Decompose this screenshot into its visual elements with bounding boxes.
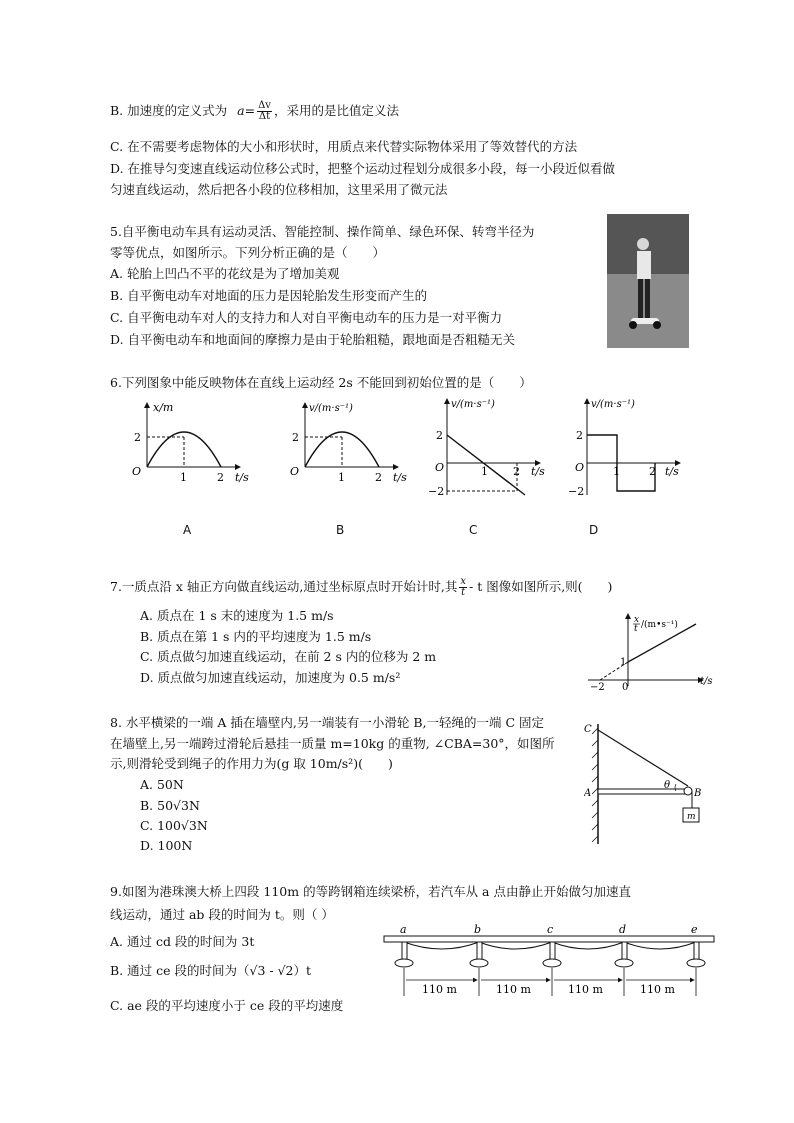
q7-y-tick: 1 xyxy=(620,657,627,668)
q9-option-b xyxy=(110,962,311,980)
q9-span-3: 110 m xyxy=(568,983,603,996)
q9-span-1: 110 m xyxy=(422,983,457,996)
q6d-yneg-tick: −2 xyxy=(568,485,585,498)
q6d-y-tick: 2 xyxy=(576,429,583,442)
q6a-tlabel: t/s xyxy=(235,471,249,484)
q8-stem-line2: 在墙壁上,另一端跨过滑轮后悬挂一质量 m=10kg 的重物, ∠CBA=30°，如图所 xyxy=(110,736,555,751)
q6b-ylabel: v/(m·s⁻¹) xyxy=(309,403,353,414)
q9-point-a: a xyxy=(400,923,407,936)
q9-point-e: e xyxy=(691,923,698,936)
q6a-t2: 2 xyxy=(217,471,224,484)
q6-graph-a xyxy=(132,401,249,484)
q6b-tlabel: t/s xyxy=(393,471,407,484)
q8-stem-line1: 8. 水平横梁的一端 A 插在墙壁内,另一端装有一小滑轮 B,一轻绳的一端 C 固定 xyxy=(110,715,544,730)
q5-option-d: D. 自平衡电动车和地面间的摩擦力是由于轮胎粗糙，跟地面是否粗糙无关 xyxy=(110,332,516,347)
q7-xneg-tick: −2 xyxy=(590,682,605,690)
q5-stem-line2: 零等优点，如图所示。下列分析正确的是（ ） xyxy=(110,245,386,260)
q8-option-b: B. 50√3N xyxy=(140,798,200,813)
q6b-t1: 1 xyxy=(338,471,345,484)
q6d-origin: O xyxy=(575,461,585,474)
q9-option-a: A. 通过 cd 段的时间为 3t xyxy=(110,934,255,949)
q6-stem: 6.下列图象中能反映物体在直线上运动经 2s 不能回到初始位置的是（ ） xyxy=(110,375,532,390)
q6c-t2: 2 xyxy=(513,465,520,478)
q9-point-d: d xyxy=(619,923,627,936)
q4-option-b xyxy=(110,101,399,122)
q9-stem-line1: 9.如图为港珠澳大桥上四段 110m 的等跨钢箱连续梁桥，若汽车从 a 点由静止开始做匀加速直 xyxy=(110,884,631,899)
q6a-ylabel: x/m xyxy=(153,401,174,414)
q6-label-a: A xyxy=(183,523,192,537)
q9-stem-line2: 线运动，通过 ab 段的时间为 t。则（ ） xyxy=(110,907,334,922)
balance-scooter-photo xyxy=(607,214,689,348)
q7-ylabel-num: x xyxy=(634,615,640,625)
q6-label-b: B xyxy=(336,523,345,537)
q6a-origin: O xyxy=(132,465,142,478)
q7-ylabel-unit: /(m•s⁻¹) xyxy=(641,620,678,630)
q5-option-c: C. 自平衡电动车对人的支持力和人对自平衡电动车的压力是一对平衡力 xyxy=(110,310,503,325)
q6a-t1: 1 xyxy=(180,471,187,484)
q4-option-d-line1: D. 在推导匀变速直线运动位移公式时，把整个运动过程划分成很多小段，每一小段近似看做 xyxy=(110,161,616,176)
q7-stem-pre: 7.一质点沿 x 轴正方向做直线运动,通过坐标原点时开始计时,其 xyxy=(110,579,458,594)
q6-graph-d xyxy=(568,399,680,498)
q7-stem xyxy=(110,577,612,598)
q9-bridge-figure xyxy=(382,922,716,1000)
q8-label-c: C xyxy=(584,724,592,735)
q6c-y-tick: 2 xyxy=(436,429,443,442)
q9-option-b-post: ）t xyxy=(293,963,312,978)
q6c-ylabel: v/(m·s⁻¹) xyxy=(451,399,495,410)
q6c-origin: O xyxy=(435,461,445,474)
q6-label-c: C xyxy=(469,523,478,537)
q9-point-b: b xyxy=(474,923,482,936)
q7-option-c: C. 质点做匀加速直线运动，在前 2 s 内的位移为 2 m xyxy=(140,649,437,664)
q6c-yneg-tick: −2 xyxy=(428,485,445,498)
q6d-t2: 2 xyxy=(649,465,656,478)
q8-option-a: A. 50N xyxy=(140,777,184,792)
q8-label-m: m xyxy=(687,812,696,822)
q6-graph-c xyxy=(428,399,545,498)
q8-figure xyxy=(584,720,714,850)
q9-option-b-math: √3 - √2 xyxy=(249,963,294,978)
q4-option-b-formula: a= xyxy=(237,103,256,118)
q8-label-theta: θ xyxy=(664,780,671,791)
q7-ylabel-den: t xyxy=(634,624,638,634)
q6-label-d: D xyxy=(589,523,599,537)
q7-stem-fraction: $\frac{x}{t}$ xyxy=(460,576,467,598)
q6d-ylabel: v/(m·s⁻¹) xyxy=(591,399,635,410)
q8-option-d: D. 100N xyxy=(140,838,193,853)
q6b-t2: 2 xyxy=(375,471,382,484)
q8-option-c: C. 100√3N xyxy=(140,818,208,833)
q7-graph xyxy=(588,610,718,690)
q7-option-b: B. 质点在第 1 s 内的平均速度为 1.5 m/s xyxy=(140,629,372,644)
q6c-tlabel: t/s xyxy=(531,465,545,478)
q4-option-b-text: B. 加速度的定义式为 xyxy=(110,103,228,118)
q6a-y-tick: 2 xyxy=(134,431,141,444)
q4-option-c: C. 在不需要考虑物体的大小和形状时，用质点来代替实际物体采用了等效替代的方法 xyxy=(110,139,578,154)
rider-silhouette-icon xyxy=(607,214,689,348)
q9-option-b-pre: B. 通过 ce 段的时间为（ xyxy=(110,963,250,978)
q6b-y-tick: 2 xyxy=(292,431,299,444)
q6-graph-b xyxy=(290,403,407,484)
q4-option-b-post: ，采用的是比值定义法 xyxy=(273,103,399,118)
q8-label-b: B xyxy=(694,788,702,799)
q4-option-d-line2: 匀速直线运动，然后把各小段的位移相加，这里采用了微元法 xyxy=(110,182,448,197)
q7-tlabel: t/s xyxy=(700,676,713,687)
q9-span-2: 110 m xyxy=(496,983,531,996)
q8-label-a: A xyxy=(584,788,592,799)
q7-stem-post: - t 图像如图所示,则( ) xyxy=(469,579,613,594)
q8-stem-line3: 示,则滑轮受到绳子的作用力为(g 取 10m/s²)( ) xyxy=(110,756,393,771)
q6b-origin: O xyxy=(290,465,300,478)
q7-option-d: D. 质点做匀加速直线运动，加速度为 0.5 m/s² xyxy=(140,670,401,685)
q5-stem-line1: 5.自平衡电动车具有运动灵活、智能控制、操作简单、绿色环保、转弯半径为 xyxy=(110,224,535,239)
q7-origin: 0 xyxy=(622,682,629,690)
q9-span-4: 110 m xyxy=(640,983,675,996)
q6d-t1: 1 xyxy=(613,465,620,478)
q6-graphs xyxy=(125,395,685,505)
q9-option-c: C. ae 段的平均速度小于 ce 段的平均速度 xyxy=(110,998,344,1013)
q5-option-b: B. 自平衡电动车对地面的压力是因轮胎发生形变而产生的 xyxy=(110,288,428,303)
q6d-tlabel: t/s xyxy=(665,465,679,478)
q6c-t1: 1 xyxy=(481,465,488,478)
q5-option-a: A. 轮胎上凹凸不平的花纹是为了增加美观 xyxy=(110,266,340,281)
q7-option-a: A. 质点在 1 s 末的速度为 1.5 m/s xyxy=(140,608,334,623)
q9-point-c: c xyxy=(547,923,554,936)
q4-option-b-fraction: $\frac{\Delta v}{\Delta t}$ xyxy=(258,100,271,122)
